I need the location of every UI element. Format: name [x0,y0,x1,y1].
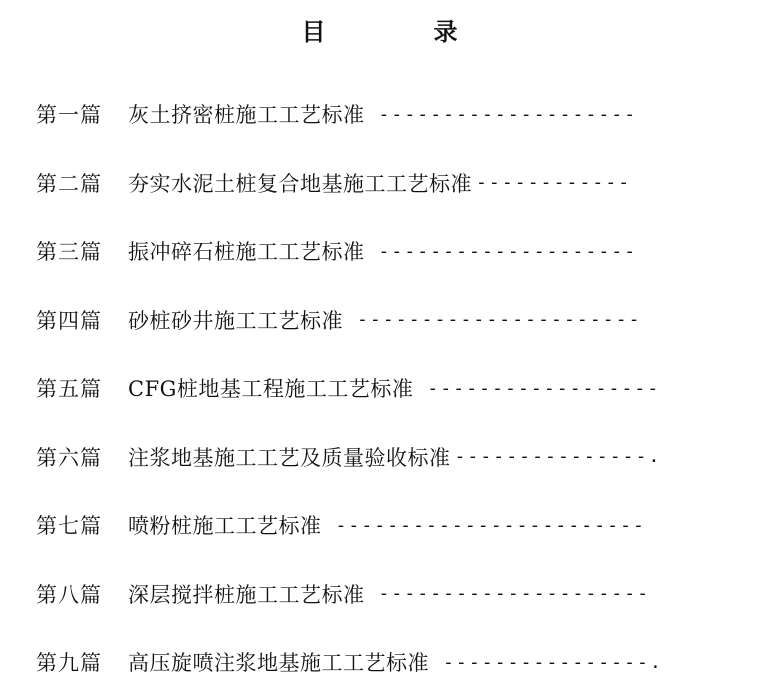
toc-entry[interactable] [36,560,736,629]
toc-entry-title: 砂桩砂井施工工艺标准 [128,308,343,333]
toc-entry-leader: ----------------. [443,651,663,673]
toc-entry-title: 高压旋喷注浆地基施工工艺标准 [128,651,429,676]
toc-entry-number: 第五篇 [36,377,102,402]
toc-entry-number: 第二篇 [36,171,102,196]
toc-entry-title: 深层搅拌桩施工工艺标准 [128,582,365,607]
toc-entry-number: 第九篇 [36,651,102,676]
toc-entry-title: 振冲碎石桩施工工艺标准 [128,240,365,265]
toc-entry-title: 夯实水泥土桩复合地基施工工艺标准 [128,171,472,196]
toc-entry-leader: ------------ [476,172,632,194]
toc-entry-number: 第一篇 [36,103,102,128]
toc-entry-leader: ------------------ [427,377,661,399]
toc-entry-number: 第七篇 [36,514,102,539]
page-title: 目 录 [301,18,500,46]
toc-entry-number: 第六篇 [36,445,102,470]
toc-entry[interactable] [36,149,736,218]
toc-entry-title: CFG桩地基工程施工工艺标准 [128,377,414,402]
toc-entry[interactable] [36,628,736,697]
toc-entry-number: 第八篇 [36,582,102,607]
toc-entry[interactable] [36,80,736,149]
toc-entry-number: 第四篇 [36,308,102,333]
toc-entry[interactable] [36,423,736,492]
toc-entry-title: 注浆地基施工工艺及质量验收标准 [128,445,451,470]
toc-entry-leader: ---------------. [454,446,662,468]
toc-entry-leader: --------------------- [378,583,651,605]
toc-entry[interactable] [36,491,736,560]
toc-entry-title: 喷粉桩施工工艺标准 [128,514,322,539]
toc-entry[interactable] [36,354,736,423]
toc-entry[interactable] [36,286,736,355]
toc-entry-leader: -------------------- [378,103,638,125]
toc-entry-title: 灰土挤密桩施工工艺标准 [128,103,365,128]
toc-entry-number: 第三篇 [36,240,102,265]
toc-entry[interactable] [36,217,736,286]
toc-entry-leader: ---------------------- [357,309,642,331]
toc-entry-leader: ------------------------ [335,514,646,536]
toc-entry-leader: -------------------- [378,240,638,262]
table-of-contents [36,80,736,697]
